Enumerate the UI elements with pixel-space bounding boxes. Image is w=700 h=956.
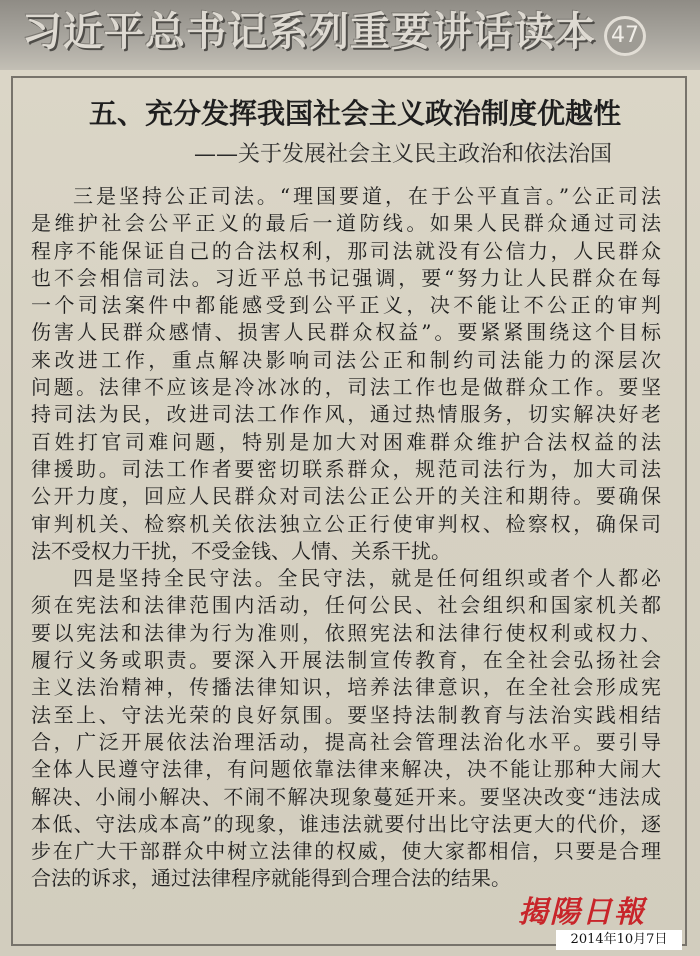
series-title: 习近平总书记系列重要讲话读本	[22, 9, 596, 55]
text-line: 持司法为民，改进司法工作作风，通过热情服务，切实解决好老	[31, 402, 661, 427]
text-line: 要以宪法和法律为行为准则，依照宪法和法律行使权利或权力、	[31, 620, 661, 645]
text-line: 伤害人民群众感情、损害人民群众权益”。要紧紧围绕这个目标	[31, 320, 661, 345]
text-line: 来改进工作，重点解决影响司法公正和制约司法能力的深层次	[31, 347, 661, 372]
text-line: 法不受权力干扰，不受金钱、人情、关系干扰。	[31, 538, 451, 563]
text-line: 全体人民遵守法律，有问题依靠法律来解决，决不能让那种大闹大	[31, 757, 661, 782]
text-line: 解决、小闹小解决、不闹不解决现象蔓延开来。要坚决改变“违法成	[31, 784, 661, 809]
text-line: 步在广大干部群众中树立法律的权威，使大家都相信，只要是合理	[31, 839, 661, 864]
text-line: 百姓打官司难问题，特别是加大对困难群众维护合法权益的法	[31, 429, 661, 454]
text-line: 律援助。司法工作者要密切联系群众，规范司法行为，加大司法	[31, 456, 661, 481]
text-line: 本低、守法成本高”的现象，谁违法就要付出比守法更大的代价，逐	[31, 811, 661, 836]
text-line: 是维护社会公平正义的最后一道防线。如果人民群众通过司法	[31, 211, 661, 236]
text-line: 履行义务或职责。要深入开展法制宣传教育，在全社会弘扬社会	[31, 648, 661, 673]
page-number: 47	[604, 16, 646, 56]
publication-date: 2014年10月7日	[556, 930, 682, 950]
text-line: 合，广泛开展依法治理活动，提高社会管理法治化水平。要引导	[31, 729, 661, 754]
text-line: 合法的诉求，通过法律程序就能得到合理合法的结果。	[31, 866, 511, 891]
article-body	[31, 183, 661, 893]
text-line: 四是坚持全民守法。全民守法，就是任何组织或者个人都必	[73, 566, 661, 591]
text-line: 主义法治精神，传播法律知识，培养法律意识，在全社会形成宪	[31, 675, 661, 700]
header-band	[0, 0, 700, 70]
text-line: 法至上、守法光荣的良好氛围。要坚持法制教育与法治实践相结	[31, 702, 661, 727]
text-line: 三是坚持公正司法。“理国要道，在于公平直言。”公正司法	[73, 184, 661, 208]
newspaper-logo: 揭陽日報	[518, 895, 646, 930]
article-subtitle: ——关于发展社会主义民主政治和依法治国	[193, 142, 612, 167]
text-line: 审判机关、检察机关依法独立公正行使审判权、检察权，确保司	[31, 511, 661, 536]
text-line: 问题。法律不应该是冷冰冰的，司法工作也是做群众工作。要坚	[31, 375, 661, 400]
article-title: 五、充分发挥我国社会主义政治制度优越性	[88, 97, 621, 130]
text-line: 程序不能保证自己的合法权利，那司法就没有公信力，人民群众	[31, 238, 661, 263]
text-line: 一个司法案件中都能感受到公平正义，决不能让不公正的审判	[31, 293, 661, 318]
text-line: 须在宪法和法律范围内活动，任何公民、社会组织和国家机关都	[31, 593, 661, 618]
text-line: 也不会相信司法。习近平总书记强调，要“努力让人民群众在每	[31, 265, 661, 290]
text-line: 公开力度，回应人民群众对司法公正公开的关注和期待。要确保	[31, 484, 661, 509]
